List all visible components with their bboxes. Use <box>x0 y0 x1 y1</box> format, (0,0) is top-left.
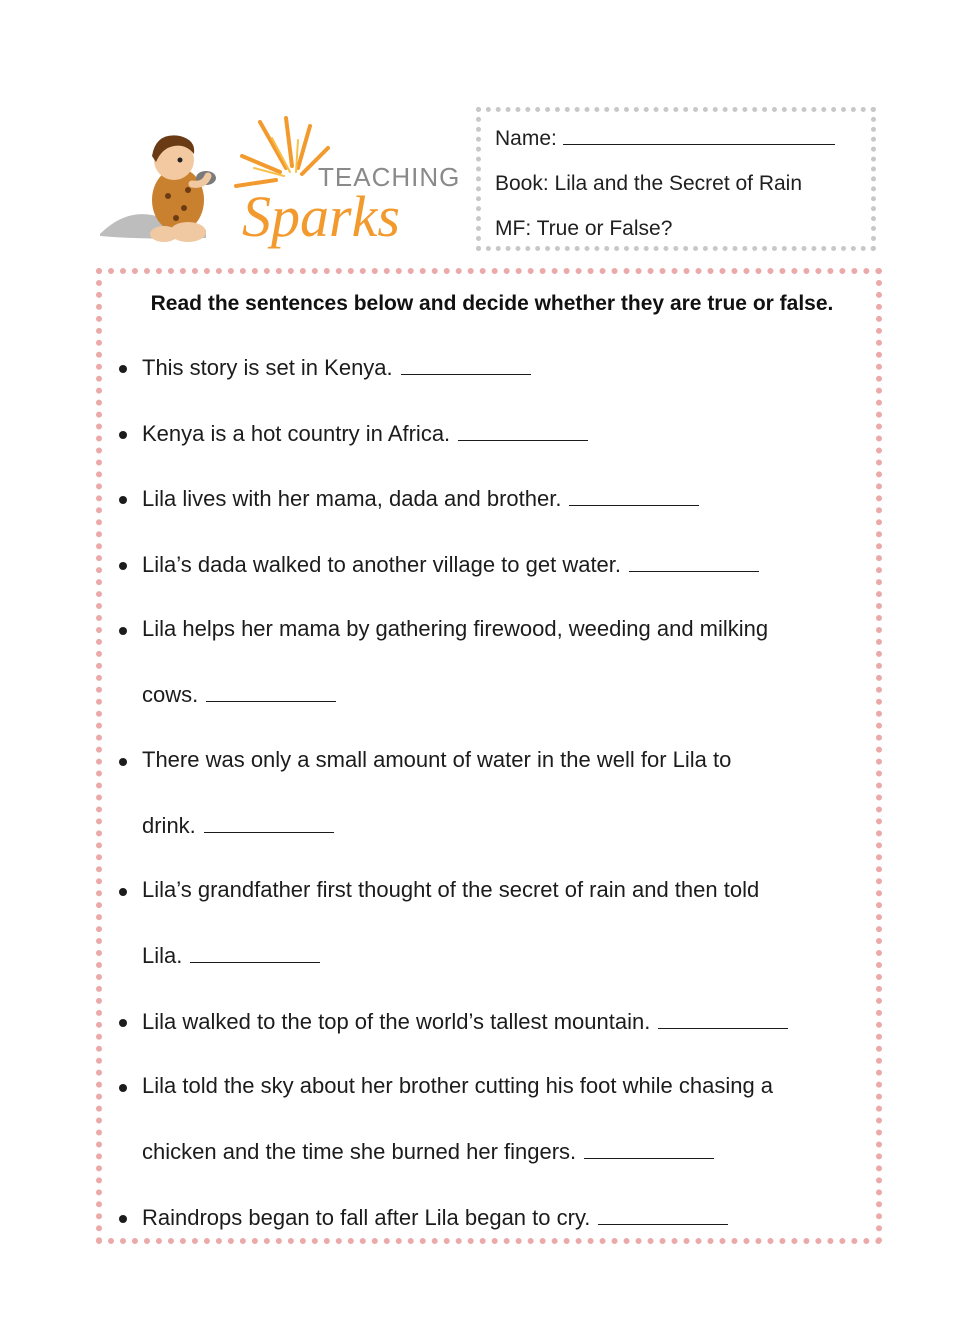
bullet-icon <box>119 758 127 766</box>
question-item <box>142 747 731 773</box>
question-item <box>142 1204 728 1231</box>
question-item <box>142 942 320 969</box>
answer-blank[interactable] <box>458 420 588 441</box>
question-item <box>142 877 759 903</box>
question-text: Lila helps her mama by gathering firewood, weeding and milking <box>142 616 769 641</box>
question-text: chicken and the time she burned her fingers. <box>142 1139 577 1164</box>
question-text: Lila’s dada walked to another village to get water. <box>142 551 622 577</box>
question-item <box>142 1008 788 1035</box>
question-text: Raindrops began to fall after Lila began to cry. <box>142 1204 591 1230</box>
bullet-icon <box>119 1084 127 1092</box>
book-title: Book: Lila and the Secret of Rain <box>495 172 803 195</box>
answer-blank[interactable] <box>598 1204 728 1225</box>
name-blank-line[interactable] <box>563 126 835 145</box>
bullet-icon <box>119 365 127 373</box>
answer-blank[interactable] <box>629 551 759 572</box>
bullet-icon <box>119 562 127 570</box>
answer-blank[interactable] <box>401 354 531 375</box>
info-box <box>476 107 876 251</box>
bullet-icon <box>119 888 127 896</box>
question-text: Lila. <box>142 943 183 968</box>
answer-blank[interactable] <box>658 1008 788 1029</box>
instructions: Read the sentences below and decide whether they are true or false. <box>150 292 834 315</box>
question-text: Kenya is a hot country in Africa. <box>142 420 451 446</box>
question-text: Lila’s grandfather first thought of the secret of rain and then told <box>142 877 760 902</box>
bullet-icon <box>119 431 127 439</box>
answer-blank[interactable] <box>204 812 334 833</box>
caveman-mascot-icon <box>96 112 458 258</box>
question-text: Lila walked to the top of the world’s tallest mountain. <box>142 1008 651 1034</box>
question-item <box>142 420 588 447</box>
bullet-icon <box>119 1019 127 1027</box>
svg-text:Sparks: Sparks <box>242 184 400 249</box>
teaching-sparks-logo <box>96 112 458 258</box>
questions-box <box>96 268 882 1244</box>
svg-text:TEACHING: TEACHING <box>318 162 458 192</box>
answer-blank[interactable] <box>584 1138 714 1159</box>
answer-blank[interactable] <box>569 485 699 506</box>
name-label: Name: <box>495 127 557 150</box>
question-item <box>142 681 336 708</box>
question-item <box>142 485 699 512</box>
answer-blank[interactable] <box>206 681 336 702</box>
question-item <box>142 551 759 578</box>
question-text: cows. <box>142 682 199 707</box>
question-item <box>142 1073 773 1099</box>
bullet-icon <box>119 496 127 504</box>
question-item <box>142 1138 714 1165</box>
question-text: Lila lives with her mama, dada and brother. <box>142 486 562 511</box>
question-item <box>142 354 531 381</box>
question-item <box>142 812 334 839</box>
question-text: This story is set in Kenya. <box>142 355 393 380</box>
question-text: drink. <box>142 812 196 838</box>
bullet-icon <box>119 1215 127 1223</box>
question-text: There was only a small amount of water in the well for Lila to <box>142 746 732 772</box>
activity-label: MF: True or False? <box>495 217 673 240</box>
bullet-icon <box>119 627 127 635</box>
question-text: Lila told the sky about her brother cutting his foot while chasing a <box>142 1073 774 1098</box>
answer-blank[interactable] <box>190 942 320 963</box>
question-item <box>142 616 768 642</box>
name-field[interactable] <box>495 126 835 151</box>
